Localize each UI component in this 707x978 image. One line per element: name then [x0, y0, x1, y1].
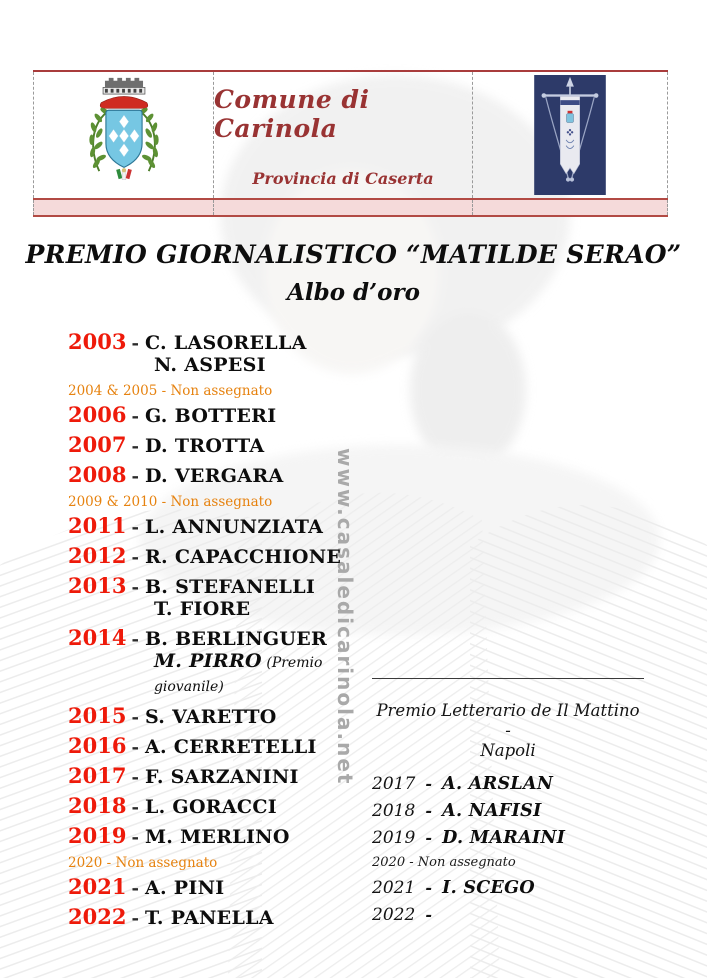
year-name-separator: -	[131, 436, 139, 457]
winner-name: T. PANELLA	[144, 907, 274, 929]
winner-name: G. BOTTERI	[144, 405, 277, 427]
year-name-separator: -	[131, 737, 139, 758]
not-assigned-entry: 2004 & 2005 - Non assegnato	[68, 383, 273, 399]
winner-names	[145, 435, 265, 457]
winner-name: A. NAFISI	[442, 801, 542, 821]
winner-names	[145, 736, 317, 758]
not-assigned-entry: 2020 - Non assegnato	[372, 855, 516, 870]
page-subtitle: Albo d’oro	[287, 279, 420, 306]
section-divider-line	[372, 678, 644, 679]
winner-names	[145, 465, 284, 487]
winner-name: F. SARZANINI	[144, 766, 299, 788]
winner-names	[145, 706, 277, 728]
year-name-separator: -	[131, 517, 139, 538]
award-year: 2016	[68, 733, 127, 758]
winner-name: A. ARSLAN	[442, 774, 554, 794]
title-block	[0, 240, 707, 306]
winner-name: B. STEFANELLI	[144, 576, 316, 598]
provincia-subtitle: Provincia di Caserta	[252, 168, 434, 188]
award-year: 2015	[68, 703, 127, 728]
winner-names	[145, 766, 299, 788]
year-name-separator: -	[131, 827, 139, 848]
year-name-separator: -	[131, 577, 139, 598]
award-entry	[372, 878, 644, 898]
award-year: 2008	[68, 462, 127, 487]
award-entry	[68, 735, 373, 758]
award-year: 2021	[372, 878, 416, 898]
award-entry	[68, 331, 373, 376]
gonfalone-icon	[534, 75, 606, 195]
award-year: 2022	[372, 905, 416, 925]
winner-names	[145, 546, 341, 568]
award-entry	[372, 801, 644, 821]
award-entry	[68, 795, 373, 818]
award-year: 2006	[68, 402, 127, 427]
award-entry	[68, 765, 373, 788]
year-name-separator: -	[131, 547, 139, 568]
award-year: 2021	[68, 874, 127, 899]
year-name-separator: -	[131, 767, 139, 788]
header	[33, 70, 668, 217]
award-entry	[68, 545, 373, 568]
winner-name: D. VERGARA	[144, 465, 284, 487]
header-cell-coat-of-arms	[33, 72, 213, 198]
year-name-separator: -	[131, 707, 139, 728]
award-year: 2018	[372, 801, 416, 821]
band-cell	[33, 200, 213, 215]
award-year: 2018	[68, 793, 127, 818]
award-entry	[68, 575, 373, 620]
year-name-separator: -	[131, 908, 139, 929]
award-note: (Premio giovanile)	[153, 655, 323, 695]
year-name-separator: -	[425, 801, 432, 820]
winner-name: L. ANNUNZIATA	[144, 516, 324, 538]
comune-title: Comune di Carinola	[214, 84, 370, 143]
award-entry	[372, 828, 644, 848]
band-cell	[472, 200, 668, 215]
band-cell	[213, 200, 472, 215]
award-entry	[68, 627, 373, 698]
winner-names	[145, 826, 290, 848]
winner-name: N. ASPESI	[153, 354, 266, 376]
coat-of-arms-icon	[84, 76, 164, 194]
header-row	[33, 70, 668, 198]
winner-name: I. SCEGO	[442, 878, 535, 898]
winner-name: L. GORACCI	[144, 796, 277, 818]
year-name-separator: -	[131, 797, 139, 818]
winner-name: R. CAPACCHIONE	[144, 546, 342, 568]
year-name-separator: -	[131, 333, 139, 354]
year-name-separator: -	[131, 629, 139, 650]
year-name-separator: -	[425, 878, 432, 897]
award-entry	[68, 515, 373, 538]
winner-name: A. PINI	[144, 877, 225, 899]
award-year: 2012	[68, 543, 127, 568]
year-name-separator: -	[131, 878, 139, 899]
winner-names	[145, 332, 307, 376]
award-year: 2014	[68, 625, 127, 650]
award-year: 2017	[372, 774, 416, 794]
watermark-url: www.casaledicarinola.net	[333, 448, 357, 786]
award-year: 2011	[68, 513, 127, 538]
winner-name: D. MARAINI	[442, 828, 566, 848]
winner-name: D. TROTTA	[144, 435, 265, 457]
winner-names	[145, 405, 277, 427]
winner-names	[145, 516, 323, 538]
winner-name: M. PIRRO (Premio giovanile)	[153, 650, 323, 695]
winner-name: T. FIORE	[153, 598, 251, 620]
year-name-separator: -	[425, 774, 432, 793]
header-cell-titles	[213, 72, 472, 198]
award-year: 2007	[68, 432, 127, 457]
award-year: 2022	[68, 904, 127, 929]
winner-names	[145, 907, 274, 929]
premio-letterario-title-line2: Napoli	[480, 741, 536, 760]
year-name-separator: -	[131, 406, 139, 427]
award-year: 2003	[68, 329, 127, 354]
header-pink-band	[33, 198, 668, 217]
award-entry	[372, 905, 644, 925]
award-entry	[68, 464, 373, 487]
page-title: PREMIO GIORNALISTICO “MATILDE SERAO”	[25, 240, 682, 269]
winner-name: M. MERLINO	[144, 826, 290, 848]
award-entry	[68, 404, 373, 427]
premio-letterario-list	[372, 774, 644, 925]
not-assigned-entry: 2020 - Non assegnato	[68, 855, 218, 871]
winner-name: A. CERRETELLI	[144, 736, 317, 758]
not-assigned-entry: 2009 & 2010 - Non assegnato	[68, 494, 273, 510]
award-entry	[68, 825, 373, 848]
winner-names	[145, 576, 315, 620]
winner-names	[145, 628, 373, 698]
award-year: 2013	[68, 573, 127, 598]
award-year: 2017	[68, 763, 127, 788]
winner-names	[145, 877, 225, 899]
winner-name: B. BERLINGUER	[144, 628, 328, 650]
award-entry	[68, 434, 373, 457]
award-entry	[68, 705, 373, 728]
premio-giornalistico-list	[68, 331, 373, 936]
premio-letterario-section	[372, 672, 644, 932]
winner-name: C. LASORELLA	[144, 332, 307, 354]
premio-letterario-title-line1: Premio Letterario de Il Mattino -	[376, 701, 640, 740]
award-year: 2019	[68, 823, 127, 848]
year-name-separator: -	[425, 905, 432, 924]
award-year: 2019	[372, 828, 416, 848]
premio-letterario-title	[372, 701, 644, 761]
year-name-separator: -	[131, 466, 139, 487]
winner-name: S. VARETTO	[144, 706, 277, 728]
award-entry	[68, 906, 373, 929]
year-name-separator: -	[425, 828, 432, 847]
award-entry	[372, 774, 644, 794]
header-cell-gonfalone	[472, 72, 668, 198]
award-entry	[68, 876, 373, 899]
winner-names	[145, 796, 277, 818]
